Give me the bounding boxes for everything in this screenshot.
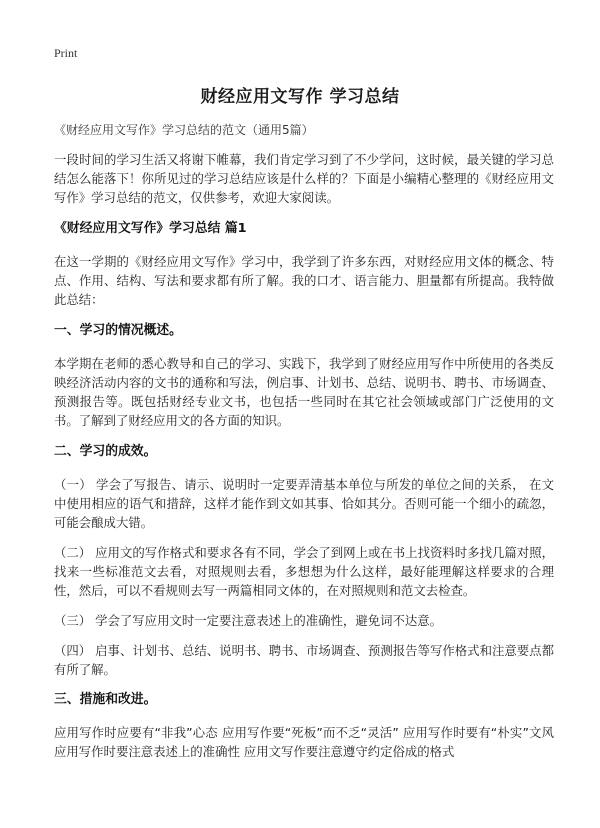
section2-item-2: （二） 应用文的写作格式和要求各有不同，学会了到网上或在书上找资料时多找几篇对照，找来一些标准范文去看，对照规则去看，多想想为什么这样，最好能理解这样要求的合理性，然后，可以不看规则去写一两篇相同文体的，在对照规则和范文去检查。 <box>54 545 554 598</box>
section2-item-4: （四） 启事、计划书、总结、说明书、聘书、市场调查、预测报告等写作格式和注意要点都有所了解。 <box>54 643 554 677</box>
document-body <box>54 150 554 773</box>
section3-paragraph: 应用写作时应要有“非我”心态 应用写作要“死板”而不乏“灵活” 应用写作时要有“朴实”文风 应用写作时要注意表述上的准确性 应用文写作要注意遵守约定俗成的格式 <box>54 725 554 759</box>
section2-heading: 二、学习的成效。 <box>54 444 157 459</box>
print-link[interactable]: Print <box>54 46 78 60</box>
section2-item-3: （三） 学会了写应用文时一定要注意表述上的准确性，避免词不达意。 <box>54 613 443 628</box>
section1-paragraph: 本学期在老师的悉心教导和自己的学习、实践下，我学到了财经应用写作中所使用的各类反映经济活动内容的文书的通称和写法，例启事、计划书、总结、说明书、聘书、市场调查、预测报告等。既包括财经专业文书，也包括一些同时在其它社会领域或部门广泛使用的文书。了解到了财经应用文的各方面的知识。 <box>54 356 554 428</box>
section2-item-1: （一） 学会了写报告、请示、说明时一定要弄清基本单位与所发的单位之间的关系， 在文中使用相应的语气和措辞，这样才能作到文如其事、恰如其分。否则可能一个细小的疏忽，可能会酿成大错。 <box>54 477 554 530</box>
article-heading: 《财经应用文写作》学习总结 篇1 <box>54 221 247 236</box>
article-intro-paragraph: 在这一学期的《财经应用文写作》学习中，我学到了许多东西，对财经应用文体的概念、特点、作用、结构、写法和要求都有所了解。我的口才、语言能力、胆量都有所提高。我特做此总结： <box>54 254 554 307</box>
section1-heading: 一、学习的情况概述。 <box>54 323 182 338</box>
page-subtitle: 《财经应用文写作》学习总结的范文（通用5篇） <box>54 123 314 137</box>
intro-paragraph: 一段时间的学习生活又将谢下帷幕，我们肯定学习到了不少学问，这时候，最关键的学习总结怎么能落下！你所见过的学习总结应该是什么样的？下面是小编精心整理的《财经应用文写作》学习总结的范文，仅供参考，欢迎大家阅读。 <box>54 152 554 205</box>
section3-heading: 三、措施和改进。 <box>54 692 157 707</box>
page-title: 财经应用文写作 学习总结 <box>200 87 400 107</box>
